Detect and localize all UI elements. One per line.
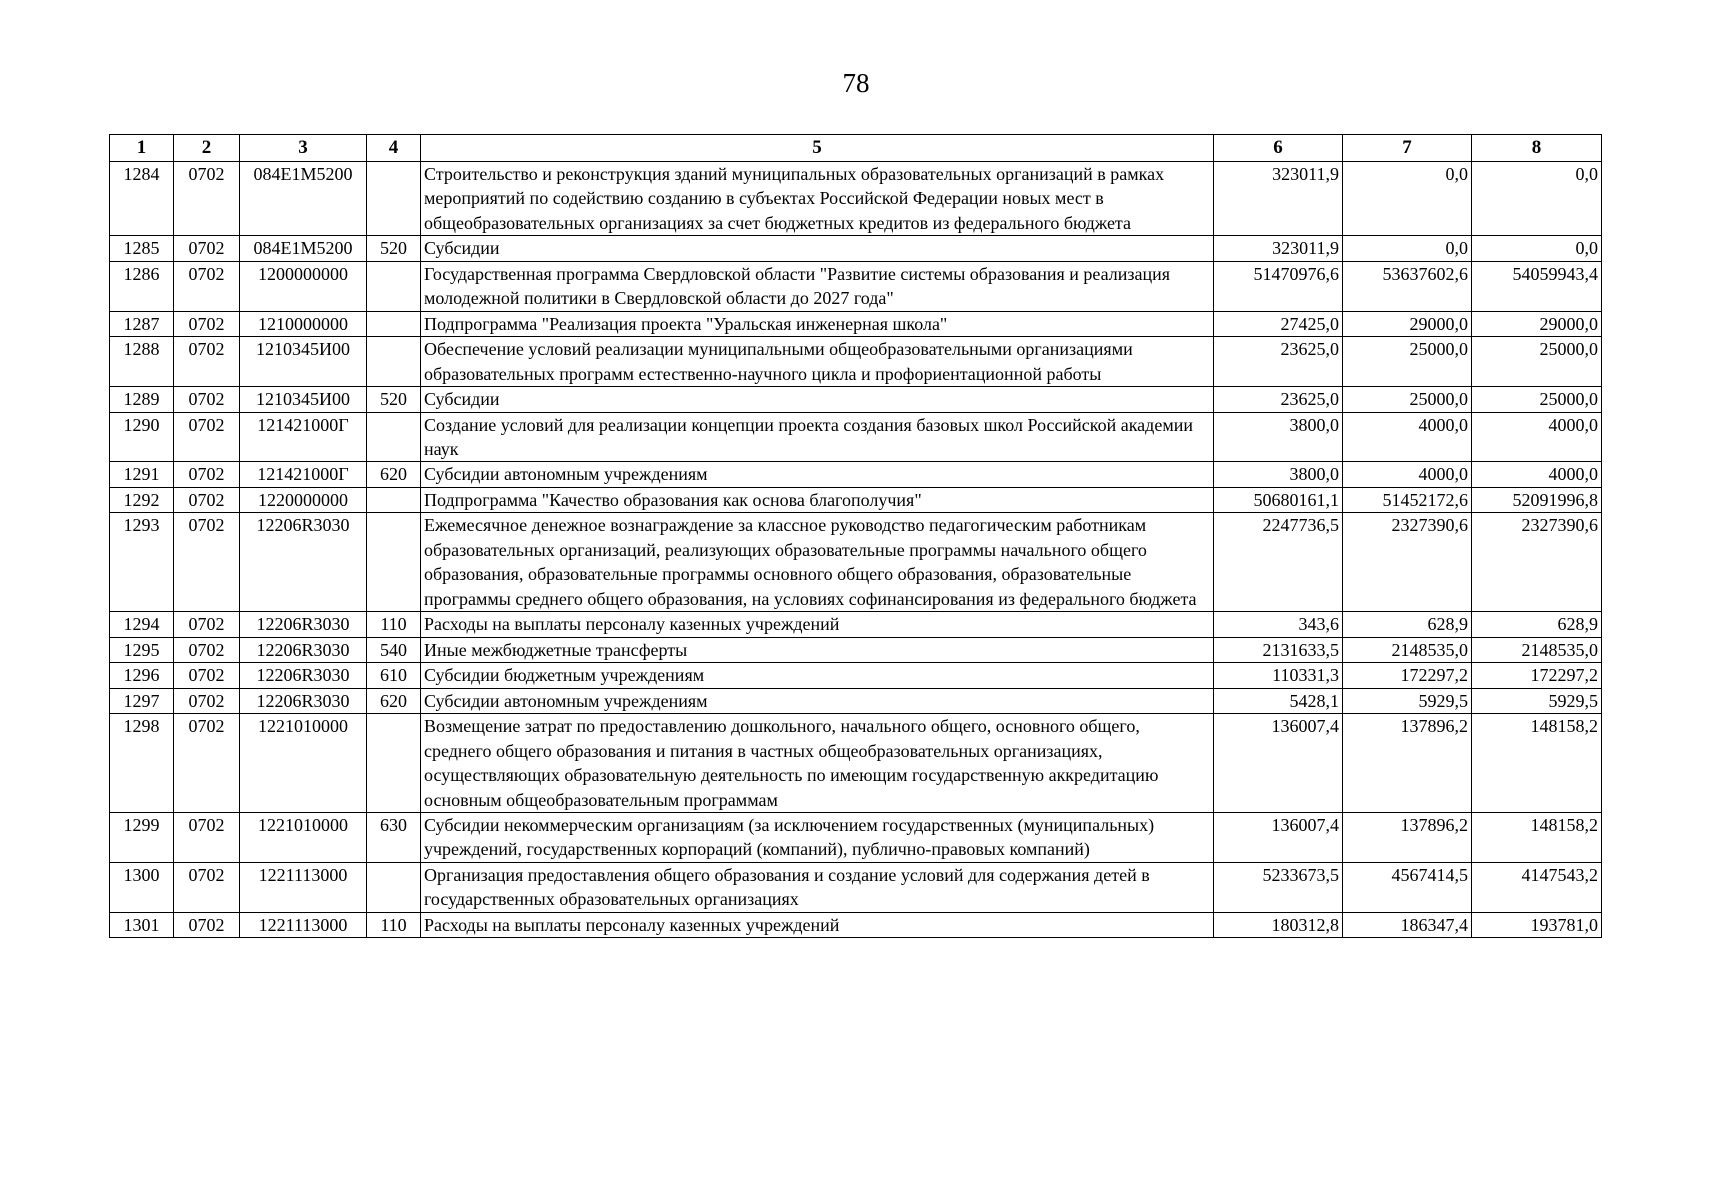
item-name-cell: Субсидии автономным учреждениям: [421, 462, 1214, 487]
section-code-cell: 0702: [174, 311, 240, 336]
target-code-cell: 084E1M5200: [240, 236, 367, 261]
header-cell: 2: [174, 135, 240, 162]
item-name-cell: Подпрограмма "Реализация проекта "Уральская инженерная школа": [421, 311, 1214, 336]
table-row: [110, 688, 1602, 713]
table-row: [110, 412, 1602, 462]
target-code-cell: 1220000000: [240, 487, 367, 512]
table-row: [110, 663, 1602, 688]
item-name-cell: Субсидии: [421, 236, 1214, 261]
expense-type-cell: [367, 161, 421, 235]
item-name-cell: Субсидии некоммерческим организациям (за исключением государственных (муниципальных) учреждений, государственных корпораций (компаний), публично-правовых компаний): [421, 813, 1214, 863]
target-code-cell: 1221010000: [240, 813, 367, 863]
amount-col7-cell: 2148535,0: [1343, 637, 1472, 662]
table-row: [110, 813, 1602, 863]
expense-type-cell: 620: [367, 688, 421, 713]
section-code-cell: 0702: [174, 236, 240, 261]
amount-col7-cell: 4567414,5: [1343, 862, 1472, 912]
section-code-cell: 0702: [174, 714, 240, 813]
target-code-cell: 1221113000: [240, 912, 367, 937]
table-row: [110, 912, 1602, 937]
table-row: [110, 387, 1602, 412]
item-name-cell: Возмещение затрат по предоставлению дошкольного, начального общего, основного общего, среднего общего образования и питания в частных общеобразовательных организациях, осуществляющих образовательную деятельность по имеющим государственную аккредитацию основным общеобразовательным программам: [421, 714, 1214, 813]
target-code-cell: 12206R3030: [240, 688, 367, 713]
target-code-cell: 12206R3030: [240, 612, 367, 637]
amount-col8-cell: 4147543,2: [1472, 862, 1602, 912]
expense-type-cell: 520: [367, 387, 421, 412]
row-number-cell: 1290: [110, 412, 174, 462]
header-cell: 5: [421, 135, 1214, 162]
section-code-cell: 0702: [174, 387, 240, 412]
amount-col7-cell: 137896,2: [1343, 813, 1472, 863]
expense-type-cell: 110: [367, 612, 421, 637]
row-number-cell: 1286: [110, 261, 174, 311]
item-name-cell: Обеспечение условий реализации муниципальными общеобразовательными организациями образовательных программ естественно-научного цикла и профориентационной работы: [421, 337, 1214, 387]
row-number-cell: 1293: [110, 513, 174, 612]
amount-col7-cell: 137896,2: [1343, 714, 1472, 813]
amount-col7-cell: 0,0: [1343, 161, 1472, 235]
table-row: [110, 462, 1602, 487]
row-number-cell: 1292: [110, 487, 174, 512]
amount-col6-cell: 23625,0: [1214, 387, 1343, 412]
amount-col6-cell: 51470976,6: [1214, 261, 1343, 311]
row-number-cell: 1285: [110, 236, 174, 261]
expense-type-cell: [367, 862, 421, 912]
item-name-cell: Расходы на выплаты персоналу казенных учреждений: [421, 612, 1214, 637]
expense-type-cell: 520: [367, 236, 421, 261]
amount-col8-cell: 148158,2: [1472, 813, 1602, 863]
amount-col7-cell: 25000,0: [1343, 387, 1472, 412]
amount-col6-cell: 27425,0: [1214, 311, 1343, 336]
table-row: [110, 261, 1602, 311]
row-number-cell: 1287: [110, 311, 174, 336]
target-code-cell: 12206R3030: [240, 513, 367, 612]
amount-col7-cell: 4000,0: [1343, 462, 1472, 487]
expense-type-cell: 630: [367, 813, 421, 863]
expense-type-cell: 110: [367, 912, 421, 937]
amount-col8-cell: 52091996,8: [1472, 487, 1602, 512]
amount-col6-cell: 2131633,5: [1214, 637, 1343, 662]
expense-type-cell: 610: [367, 663, 421, 688]
target-code-cell: 1221010000: [240, 714, 367, 813]
target-code-cell: 12206R3030: [240, 637, 367, 662]
section-code-cell: 0702: [174, 688, 240, 713]
row-number-cell: 1299: [110, 813, 174, 863]
amount-col6-cell: 323011,9: [1214, 236, 1343, 261]
expense-type-cell: [367, 412, 421, 462]
amount-col7-cell: 172297,2: [1343, 663, 1472, 688]
table-row: [110, 637, 1602, 662]
table-row: [110, 487, 1602, 512]
target-code-cell: 121421000Г: [240, 462, 367, 487]
target-code-cell: 1200000000: [240, 261, 367, 311]
row-number-cell: 1301: [110, 912, 174, 937]
row-number-cell: 1289: [110, 387, 174, 412]
amount-col7-cell: 0,0: [1343, 236, 1472, 261]
section-code-cell: 0702: [174, 462, 240, 487]
table-row: [110, 337, 1602, 387]
item-name-cell: Ежемесячное денежное вознаграждение за классное руководство педагогическим работникам образовательных организаций, реализующих образовательные программы начального общего образования, образовательные программы основного общего образования, образовательные программы среднего общего образования, на условиях софинансирования из федерального бюджета: [421, 513, 1214, 612]
item-name-cell: Расходы на выплаты персоналу казенных учреждений: [421, 912, 1214, 937]
amount-col7-cell: 2327390,6: [1343, 513, 1472, 612]
amount-col8-cell: 2327390,6: [1472, 513, 1602, 612]
amount-col8-cell: 54059943,4: [1472, 261, 1602, 311]
amount-col7-cell: 5929,5: [1343, 688, 1472, 713]
amount-col8-cell: 5929,5: [1472, 688, 1602, 713]
expense-type-cell: [367, 487, 421, 512]
amount-col7-cell: 51452172,6: [1343, 487, 1472, 512]
amount-col6-cell: 136007,4: [1214, 714, 1343, 813]
header-cell: 7: [1343, 135, 1472, 162]
table-body: [110, 161, 1602, 938]
amount-col8-cell: 172297,2: [1472, 663, 1602, 688]
table-row: [110, 161, 1602, 235]
budget-table: [109, 134, 1602, 938]
header-cell: 1: [110, 135, 174, 162]
section-code-cell: 0702: [174, 862, 240, 912]
header-cell: 8: [1472, 135, 1602, 162]
table-row: [110, 862, 1602, 912]
amount-col8-cell: 148158,2: [1472, 714, 1602, 813]
section-code-cell: 0702: [174, 513, 240, 612]
item-name-cell: Субсидии автономным учреждениям: [421, 688, 1214, 713]
section-code-cell: 0702: [174, 412, 240, 462]
target-code-cell: 12206R3030: [240, 663, 367, 688]
page-number: 78: [842, 68, 870, 98]
section-code-cell: 0702: [174, 161, 240, 235]
expense-type-cell: 620: [367, 462, 421, 487]
target-code-cell: 1210000000: [240, 311, 367, 336]
amount-col7-cell: 25000,0: [1343, 337, 1472, 387]
target-code-cell: 121421000Г: [240, 412, 367, 462]
item-name-cell: Создание условий для реализации концепции проекта создания базовых школ Российской академии наук: [421, 412, 1214, 462]
amount-col6-cell: 343,6: [1214, 612, 1343, 637]
item-name-cell: Субсидии: [421, 387, 1214, 412]
amount-col6-cell: 5428,1: [1214, 688, 1343, 713]
target-code-cell: 1221113000: [240, 862, 367, 912]
section-code-cell: 0702: [174, 637, 240, 662]
item-name-cell: Подпрограмма "Качество образования как основа благополучия": [421, 487, 1214, 512]
item-name-cell: Государственная программа Свердловской области "Развитие системы образования и реализация молодежной политики в Свердловской области до 2027 года": [421, 261, 1214, 311]
row-number-cell: 1300: [110, 862, 174, 912]
amount-col7-cell: 29000,0: [1343, 311, 1472, 336]
row-number-cell: 1288: [110, 337, 174, 387]
section-code-cell: 0702: [174, 337, 240, 387]
expense-type-cell: [367, 337, 421, 387]
target-code-cell: 1210345И00: [240, 387, 367, 412]
table-row: [110, 311, 1602, 336]
table-row: [110, 236, 1602, 261]
amount-col8-cell: 0,0: [1472, 161, 1602, 235]
amount-col6-cell: 50680161,1: [1214, 487, 1343, 512]
row-number-cell: 1296: [110, 663, 174, 688]
expense-type-cell: [367, 311, 421, 336]
section-code-cell: 0702: [174, 487, 240, 512]
amount-col8-cell: 25000,0: [1472, 337, 1602, 387]
table-row: [110, 714, 1602, 813]
amount-col8-cell: 4000,0: [1472, 412, 1602, 462]
header-row: [110, 135, 1602, 162]
row-number-cell: 1294: [110, 612, 174, 637]
amount-col8-cell: 4000,0: [1472, 462, 1602, 487]
amount-col7-cell: 628,9: [1343, 612, 1472, 637]
amount-col6-cell: 5233673,5: [1214, 862, 1343, 912]
target-code-cell: 084E1M5200: [240, 161, 367, 235]
amount-col6-cell: 3800,0: [1214, 412, 1343, 462]
amount-col7-cell: 4000,0: [1343, 412, 1472, 462]
section-code-cell: 0702: [174, 663, 240, 688]
expense-type-cell: [367, 261, 421, 311]
amount-col8-cell: 193781,0: [1472, 912, 1602, 937]
item-name-cell: Организация предоставления общего образования и создание условий для содержания детей в государственных образовательных организациях: [421, 862, 1214, 912]
amount-col8-cell: 29000,0: [1472, 311, 1602, 336]
header-cell: 3: [240, 135, 367, 162]
amount-col8-cell: 25000,0: [1472, 387, 1602, 412]
amount-col6-cell: 2247736,5: [1214, 513, 1343, 612]
table-row: [110, 513, 1602, 612]
header-cell: 6: [1214, 135, 1343, 162]
item-name-cell: Субсидии бюджетным учреждениям: [421, 663, 1214, 688]
amount-col7-cell: 186347,4: [1343, 912, 1472, 937]
amount-col8-cell: 0,0: [1472, 236, 1602, 261]
amount-col6-cell: 180312,8: [1214, 912, 1343, 937]
target-code-cell: 1210345И00: [240, 337, 367, 387]
amount-col6-cell: 3800,0: [1214, 462, 1343, 487]
section-code-cell: 0702: [174, 261, 240, 311]
row-number-cell: 1298: [110, 714, 174, 813]
section-code-cell: 0702: [174, 813, 240, 863]
section-code-cell: 0702: [174, 912, 240, 937]
amount-col7-cell: 53637602,6: [1343, 261, 1472, 311]
amount-col6-cell: 110331,3: [1214, 663, 1343, 688]
table-row: [110, 612, 1602, 637]
row-number-cell: 1295: [110, 637, 174, 662]
expense-type-cell: 540: [367, 637, 421, 662]
amount-col8-cell: 628,9: [1472, 612, 1602, 637]
section-code-cell: 0702: [174, 612, 240, 637]
row-number-cell: 1284: [110, 161, 174, 235]
amount-col6-cell: 23625,0: [1214, 337, 1343, 387]
amount-col6-cell: 323011,9: [1214, 161, 1343, 235]
row-number-cell: 1297: [110, 688, 174, 713]
expense-type-cell: [367, 714, 421, 813]
amount-col6-cell: 136007,4: [1214, 813, 1343, 863]
item-name-cell: Иные межбюджетные трансферты: [421, 637, 1214, 662]
item-name-cell: Строительство и реконструкция зданий муниципальных образовательных организаций в рамках мероприятий по содействию созданию в субъектах Российской Федерации новых мест в общеобразовательных организациях за счет бюджетных кредитов из федерального бюджета: [421, 161, 1214, 235]
row-number-cell: 1291: [110, 462, 174, 487]
header-cell: 4: [367, 135, 421, 162]
expense-type-cell: [367, 513, 421, 612]
amount-col8-cell: 2148535,0: [1472, 637, 1602, 662]
